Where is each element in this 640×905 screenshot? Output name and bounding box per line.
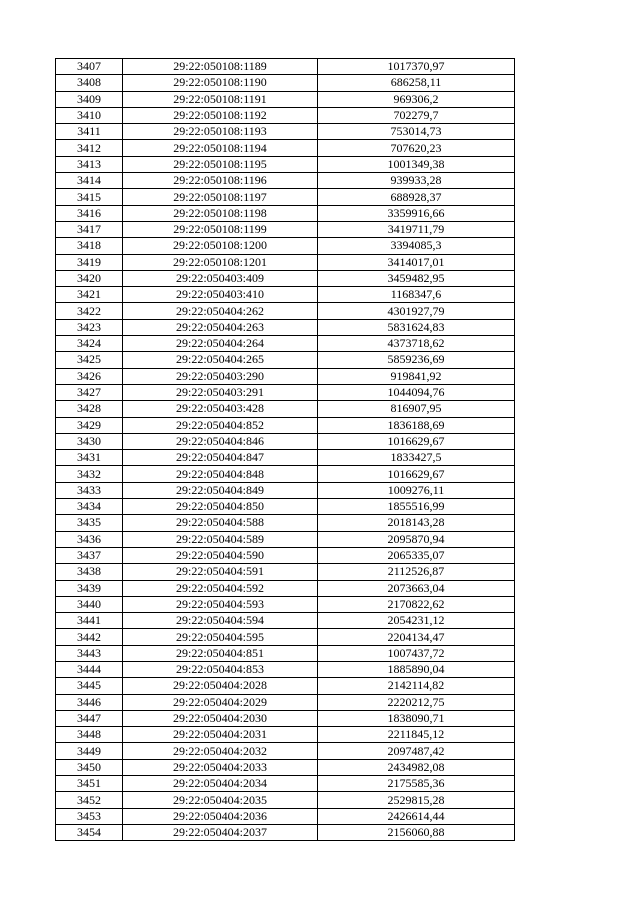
row-number-cell: 3418 xyxy=(56,238,123,254)
row-number-cell: 3450 xyxy=(56,759,123,775)
table-row xyxy=(56,238,515,254)
row-number-cell: 3447 xyxy=(56,710,123,726)
cadastral-number-cell: 29:22:050404:590 xyxy=(123,547,318,563)
cadastral-value-cell: 2204134,47 xyxy=(318,629,515,645)
cadastral-value-cell: 2434982,08 xyxy=(318,759,515,775)
table-row xyxy=(56,352,515,368)
table-row xyxy=(56,384,515,400)
cadastral-value-cell: 1016629,67 xyxy=(318,466,515,482)
table-row xyxy=(56,466,515,482)
table-row xyxy=(56,254,515,270)
table-row xyxy=(56,482,515,498)
cadastral-number-cell: 29:22:050108:1195 xyxy=(123,156,318,172)
table-row xyxy=(56,792,515,808)
cadastral-number-cell: 29:22:050403:291 xyxy=(123,384,318,400)
cadastral-value-cell: 1017370,97 xyxy=(318,59,515,75)
cadastral-value-cell: 2095870,94 xyxy=(318,531,515,547)
row-number-cell: 3444 xyxy=(56,661,123,677)
row-number-cell: 3429 xyxy=(56,417,123,433)
table-row xyxy=(56,189,515,205)
table-row xyxy=(56,547,515,563)
cadastral-value-cell: 2211845,12 xyxy=(318,727,515,743)
table-row xyxy=(56,499,515,515)
cadastral-number-cell: 29:22:050404:263 xyxy=(123,319,318,335)
row-number-cell: 3441 xyxy=(56,613,123,629)
cadastral-number-cell: 29:22:050404:852 xyxy=(123,417,318,433)
row-number-cell: 3426 xyxy=(56,368,123,384)
cadastral-value-cell: 5831624,83 xyxy=(318,319,515,335)
row-number-cell: 3442 xyxy=(56,629,123,645)
table-row xyxy=(56,140,515,156)
cadastral-value-cell: 2018143,28 xyxy=(318,515,515,531)
cadastral-value-cell: 1007437,72 xyxy=(318,645,515,661)
row-number-cell: 3443 xyxy=(56,645,123,661)
table-row xyxy=(56,59,515,75)
row-number-cell: 3419 xyxy=(56,254,123,270)
row-number-cell: 3421 xyxy=(56,287,123,303)
table-row xyxy=(56,515,515,531)
cadastral-number-cell: 29:22:050404:2035 xyxy=(123,792,318,808)
cadastral-value-cell: 2175585,36 xyxy=(318,776,515,792)
cadastral-value-cell: 1836188,69 xyxy=(318,417,515,433)
table-row xyxy=(56,808,515,824)
row-number-cell: 3408 xyxy=(56,75,123,91)
cadastral-number-cell: 29:22:050404:849 xyxy=(123,482,318,498)
cadastral-value-cell: 2097487,42 xyxy=(318,743,515,759)
cadastral-value-cell: 3459482,95 xyxy=(318,270,515,286)
cadastral-number-cell: 29:22:050108:1189 xyxy=(123,59,318,75)
table-row xyxy=(56,661,515,677)
row-number-cell: 3432 xyxy=(56,466,123,482)
cadastral-value-cell: 919841,92 xyxy=(318,368,515,384)
cadastral-number-cell: 29:22:050108:1191 xyxy=(123,91,318,107)
cadastral-value-cell: 4373718,62 xyxy=(318,336,515,352)
row-number-cell: 3453 xyxy=(56,808,123,824)
cadastral-number-cell: 29:22:050403:428 xyxy=(123,401,318,417)
cadastral-number-cell: 29:22:050108:1199 xyxy=(123,221,318,237)
row-number-cell: 3420 xyxy=(56,270,123,286)
row-number-cell: 3428 xyxy=(56,401,123,417)
row-number-cell: 3445 xyxy=(56,678,123,694)
cadastral-value-cell: 969306,2 xyxy=(318,91,515,107)
cadastral-value-cell: 686258,11 xyxy=(318,75,515,91)
cadastral-number-cell: 29:22:050404:595 xyxy=(123,629,318,645)
table-row xyxy=(56,173,515,189)
table-row xyxy=(56,156,515,172)
table-row xyxy=(56,368,515,384)
row-number-cell: 3451 xyxy=(56,776,123,792)
cadastral-number-cell: 29:22:050108:1196 xyxy=(123,173,318,189)
cadastral-number-cell: 29:22:050404:593 xyxy=(123,596,318,612)
row-number-cell: 3436 xyxy=(56,531,123,547)
row-number-cell: 3411 xyxy=(56,124,123,140)
row-number-cell: 3454 xyxy=(56,824,123,840)
row-number-cell: 3415 xyxy=(56,189,123,205)
table-row xyxy=(56,205,515,221)
row-number-cell: 3440 xyxy=(56,596,123,612)
table-row xyxy=(56,319,515,335)
cadastral-number-cell: 29:22:050403:409 xyxy=(123,270,318,286)
row-number-cell: 3431 xyxy=(56,450,123,466)
table-row xyxy=(56,75,515,91)
table-row xyxy=(56,91,515,107)
table-row xyxy=(56,580,515,596)
row-number-cell: 3413 xyxy=(56,156,123,172)
cadastral-value-cell: 2112526,87 xyxy=(318,564,515,580)
cadastral-value-cell: 688928,37 xyxy=(318,189,515,205)
table-row xyxy=(56,694,515,710)
cadastral-value-cell: 1838090,71 xyxy=(318,710,515,726)
row-number-cell: 3438 xyxy=(56,564,123,580)
cadastral-number-cell: 29:22:050108:1194 xyxy=(123,140,318,156)
cadastral-value-cell: 1001349,38 xyxy=(318,156,515,172)
row-number-cell: 3410 xyxy=(56,107,123,123)
cadastral-number-cell: 29:22:050108:1193 xyxy=(123,124,318,140)
cadastral-number-cell: 29:22:050404:265 xyxy=(123,352,318,368)
cadastral-value-cell: 4301927,79 xyxy=(318,303,515,319)
row-number-cell: 3424 xyxy=(56,336,123,352)
cadastral-value-cell: 1855516,99 xyxy=(318,499,515,515)
row-number-cell: 3409 xyxy=(56,91,123,107)
cadastral-number-cell: 29:22:050404:264 xyxy=(123,336,318,352)
cadastral-value-cell: 2426614,44 xyxy=(318,808,515,824)
cadastral-number-cell: 29:22:050404:589 xyxy=(123,531,318,547)
table-row xyxy=(56,287,515,303)
cadastral-number-cell: 29:22:050404:2031 xyxy=(123,727,318,743)
cadastral-number-cell: 29:22:050404:846 xyxy=(123,433,318,449)
row-number-cell: 3417 xyxy=(56,221,123,237)
row-number-cell: 3425 xyxy=(56,352,123,368)
cadastral-number-cell: 29:22:050108:1198 xyxy=(123,205,318,221)
row-number-cell: 3414 xyxy=(56,173,123,189)
table-row xyxy=(56,727,515,743)
cadastral-number-cell: 29:22:050404:262 xyxy=(123,303,318,319)
row-number-cell: 3423 xyxy=(56,319,123,335)
cadastral-value-cell: 707620,23 xyxy=(318,140,515,156)
cadastral-number-cell: 29:22:050108:1190 xyxy=(123,75,318,91)
table-row xyxy=(56,450,515,466)
table-row xyxy=(56,221,515,237)
table-row xyxy=(56,743,515,759)
cadastral-number-cell: 29:22:050108:1192 xyxy=(123,107,318,123)
row-number-cell: 3434 xyxy=(56,499,123,515)
cadastral-number-cell: 29:22:050404:2029 xyxy=(123,694,318,710)
row-number-cell: 3437 xyxy=(56,547,123,563)
cadastral-number-cell: 29:22:050404:853 xyxy=(123,661,318,677)
table-row xyxy=(56,401,515,417)
cadastral-value-cell: 2073663,04 xyxy=(318,580,515,596)
table-body xyxy=(56,59,515,841)
cadastral-number-cell: 29:22:050404:2036 xyxy=(123,808,318,824)
cadastral-number-cell: 29:22:050404:2028 xyxy=(123,678,318,694)
table-row xyxy=(56,531,515,547)
cadastral-value-cell: 3414017,01 xyxy=(318,254,515,270)
row-number-cell: 3412 xyxy=(56,140,123,156)
row-number-cell: 3449 xyxy=(56,743,123,759)
cadastral-value-cell: 2529815,28 xyxy=(318,792,515,808)
cadastral-number-cell: 29:22:050404:850 xyxy=(123,499,318,515)
table-row xyxy=(56,303,515,319)
cadastral-value-cell: 939933,28 xyxy=(318,173,515,189)
table-row xyxy=(56,629,515,645)
cadastral-value-cell: 2170822,62 xyxy=(318,596,515,612)
row-number-cell: 3448 xyxy=(56,727,123,743)
cadastral-number-cell: 29:22:050404:851 xyxy=(123,645,318,661)
cadastral-value-cell: 1016629,67 xyxy=(318,433,515,449)
cadastral-number-cell: 29:22:050108:1200 xyxy=(123,238,318,254)
cadastral-value-cell: 1044094,76 xyxy=(318,384,515,400)
table-row xyxy=(56,270,515,286)
cadastral-number-cell: 29:22:050108:1197 xyxy=(123,189,318,205)
cadastral-value-cell: 816907,95 xyxy=(318,401,515,417)
cadastral-value-cell: 1168347,6 xyxy=(318,287,515,303)
table-row xyxy=(56,564,515,580)
cadastral-value-cell: 753014,73 xyxy=(318,124,515,140)
table-row xyxy=(56,824,515,840)
cadastral-number-cell: 29:22:050404:847 xyxy=(123,450,318,466)
cadastral-value-cell: 1833427,5 xyxy=(318,450,515,466)
row-number-cell: 3446 xyxy=(56,694,123,710)
row-number-cell: 3416 xyxy=(56,205,123,221)
cadastral-number-cell: 29:22:050404:2033 xyxy=(123,759,318,775)
cadastral-value-cell: 5859236,69 xyxy=(318,352,515,368)
cadastral-value-table xyxy=(55,58,515,841)
cadastral-value-cell: 3394085,3 xyxy=(318,238,515,254)
cadastral-value-cell: 2220212,75 xyxy=(318,694,515,710)
cadastral-number-cell: 29:22:050404:2032 xyxy=(123,743,318,759)
cadastral-number-cell: 29:22:050404:848 xyxy=(123,466,318,482)
table-row xyxy=(56,417,515,433)
row-number-cell: 3439 xyxy=(56,580,123,596)
table-row xyxy=(56,776,515,792)
cadastral-number-cell: 29:22:050403:410 xyxy=(123,287,318,303)
row-number-cell: 3422 xyxy=(56,303,123,319)
table-row xyxy=(56,596,515,612)
cadastral-number-cell: 29:22:050108:1201 xyxy=(123,254,318,270)
cadastral-number-cell: 29:22:050404:591 xyxy=(123,564,318,580)
table-row xyxy=(56,645,515,661)
cadastral-number-cell: 29:22:050404:594 xyxy=(123,613,318,629)
cadastral-number-cell: 29:22:050404:2037 xyxy=(123,824,318,840)
table-row xyxy=(56,107,515,123)
cadastral-number-cell: 29:22:050404:592 xyxy=(123,580,318,596)
row-number-cell: 3430 xyxy=(56,433,123,449)
cadastral-value-cell: 2142114,82 xyxy=(318,678,515,694)
table-row xyxy=(56,710,515,726)
table-row xyxy=(56,613,515,629)
row-number-cell: 3435 xyxy=(56,515,123,531)
cadastral-number-cell: 29:22:050404:588 xyxy=(123,515,318,531)
cadastral-value-cell: 3359916,66 xyxy=(318,205,515,221)
cadastral-value-cell: 1009276,11 xyxy=(318,482,515,498)
cadastral-value-cell: 2065335,07 xyxy=(318,547,515,563)
table-row xyxy=(56,678,515,694)
row-number-cell: 3407 xyxy=(56,59,123,75)
cadastral-value-cell: 2156060,88 xyxy=(318,824,515,840)
row-number-cell: 3433 xyxy=(56,482,123,498)
row-number-cell: 3452 xyxy=(56,792,123,808)
cadastral-value-cell: 2054231,12 xyxy=(318,613,515,629)
cadastral-number-cell: 29:22:050404:2034 xyxy=(123,776,318,792)
cadastral-number-cell: 29:22:050404:2030 xyxy=(123,710,318,726)
table-row xyxy=(56,336,515,352)
cadastral-number-cell: 29:22:050403:290 xyxy=(123,368,318,384)
row-number-cell: 3427 xyxy=(56,384,123,400)
table-row xyxy=(56,124,515,140)
cadastral-value-cell: 3419711,79 xyxy=(318,221,515,237)
table-row xyxy=(56,759,515,775)
table-row xyxy=(56,433,515,449)
cadastral-value-cell: 1885890,04 xyxy=(318,661,515,677)
cadastral-value-cell: 702279,7 xyxy=(318,107,515,123)
